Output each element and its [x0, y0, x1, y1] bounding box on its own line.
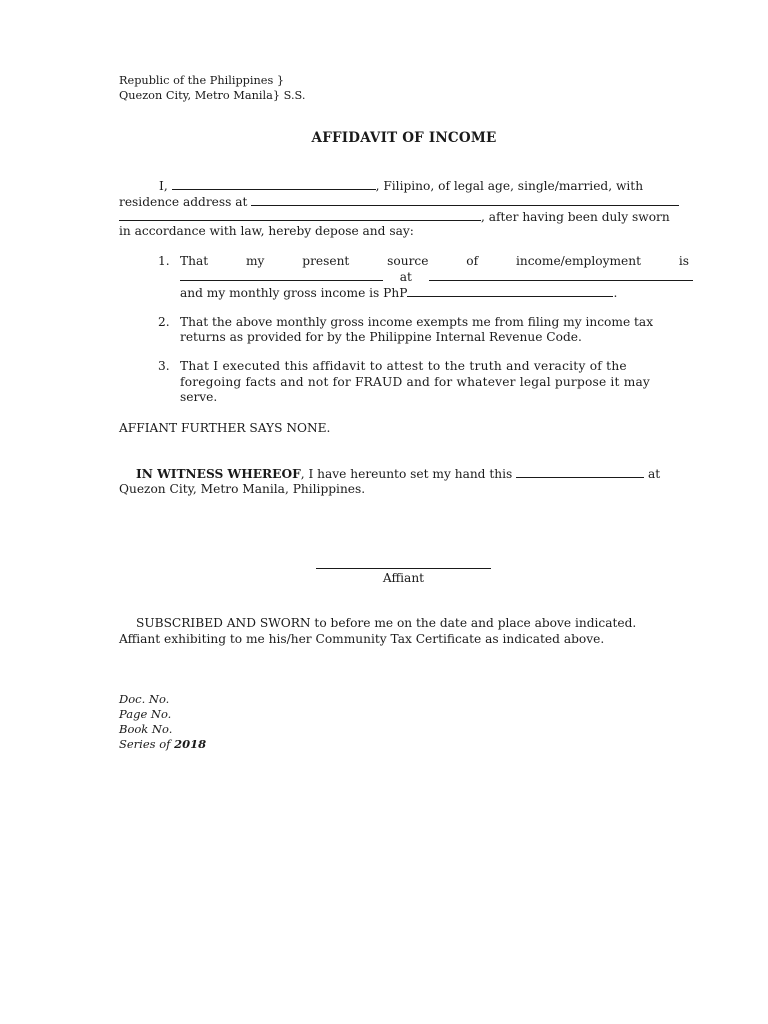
intro-i: I,	[159, 179, 168, 193]
series-label: Series of	[119, 737, 171, 751]
intro-l1-rest: , Filipino, of legal age, single/married, with	[375, 179, 644, 193]
source-blank	[180, 269, 383, 281]
employer-blank	[429, 269, 693, 281]
item-3-line-3: serve.	[180, 390, 218, 404]
subscribed-line-2: Affiant exhibiting to me his/her Community Tax Certificate as indicated above.	[119, 632, 605, 646]
page-no: Page No.	[119, 707, 172, 721]
intro-line-4: in accordance with law, hereby depose and say:	[119, 224, 414, 238]
witness-text: , I have hereunto set my hand this	[300, 467, 513, 481]
item-1-word: That	[180, 254, 209, 268]
name-blank	[172, 178, 376, 190]
item-1-at: at	[399, 270, 412, 284]
residence-label: residence address at	[119, 195, 248, 209]
venue-line-2: Quezon City, Metro Manila} S.S.	[119, 89, 306, 102]
item-1-number: 1.	[158, 254, 170, 268]
item-1-line-2	[180, 269, 693, 286]
item-1-word: my	[245, 254, 265, 268]
witness-at: at	[648, 467, 661, 481]
doc-no: Doc. No.	[119, 692, 170, 706]
further-says-none: AFFIANT FURTHER SAYS NONE.	[119, 421, 331, 435]
item-2-line-1: That the above monthly gross income exempts me from filing my income tax	[180, 315, 654, 329]
item-1-word: income/employment	[515, 254, 641, 268]
residence-blank	[251, 194, 679, 206]
item-2-line-2: returns as provided for by the Philippine Internal Revenue Code.	[180, 330, 582, 344]
item-1-word: of	[466, 254, 479, 268]
item-1-word: source	[387, 254, 429, 268]
witness-line-2: Quezon City, Metro Manila, Philippines.	[119, 482, 366, 496]
venue-line-1: Republic of the Philippines }	[119, 74, 285, 87]
item-1-line-1	[180, 254, 689, 270]
affiant-label: Affiant	[382, 571, 425, 585]
item-3-line-2: foregoing facts and not for FRAUD and for whatever legal purpose it may	[180, 375, 651, 389]
intro-l3-text: , after having been duly sworn	[481, 210, 670, 224]
item-1-word: present	[302, 254, 350, 268]
document-title: AFFIDAVIT OF INCOME	[311, 130, 497, 146]
subscribed-line-1: SUBSCRIBED AND SWORN to before me on the date and place above indicated.	[136, 616, 637, 630]
item-1-line-3	[180, 285, 617, 302]
item-3-line-1: That I executed this affidavit to attest to the truth and veracity of the	[180, 359, 627, 373]
signature-line	[316, 568, 491, 569]
gross-income-label: and my monthly gross income is PhP	[180, 286, 408, 300]
intro-line-1	[119, 178, 689, 195]
witness-line-1	[136, 466, 660, 483]
item-3-number: 3.	[158, 359, 170, 373]
book-no: Book No.	[119, 722, 173, 736]
witness-bold: IN WITNESS WHEREOF	[136, 467, 301, 481]
series-line	[119, 737, 206, 752]
item-2-number: 2.	[158, 315, 170, 329]
gross-income-blank	[407, 285, 613, 297]
series-year: 2018	[174, 737, 207, 751]
residence-blank-2	[119, 209, 481, 221]
date-blank	[516, 466, 644, 478]
item-1-word: is	[678, 254, 689, 268]
item-1-period: .	[613, 286, 618, 300]
